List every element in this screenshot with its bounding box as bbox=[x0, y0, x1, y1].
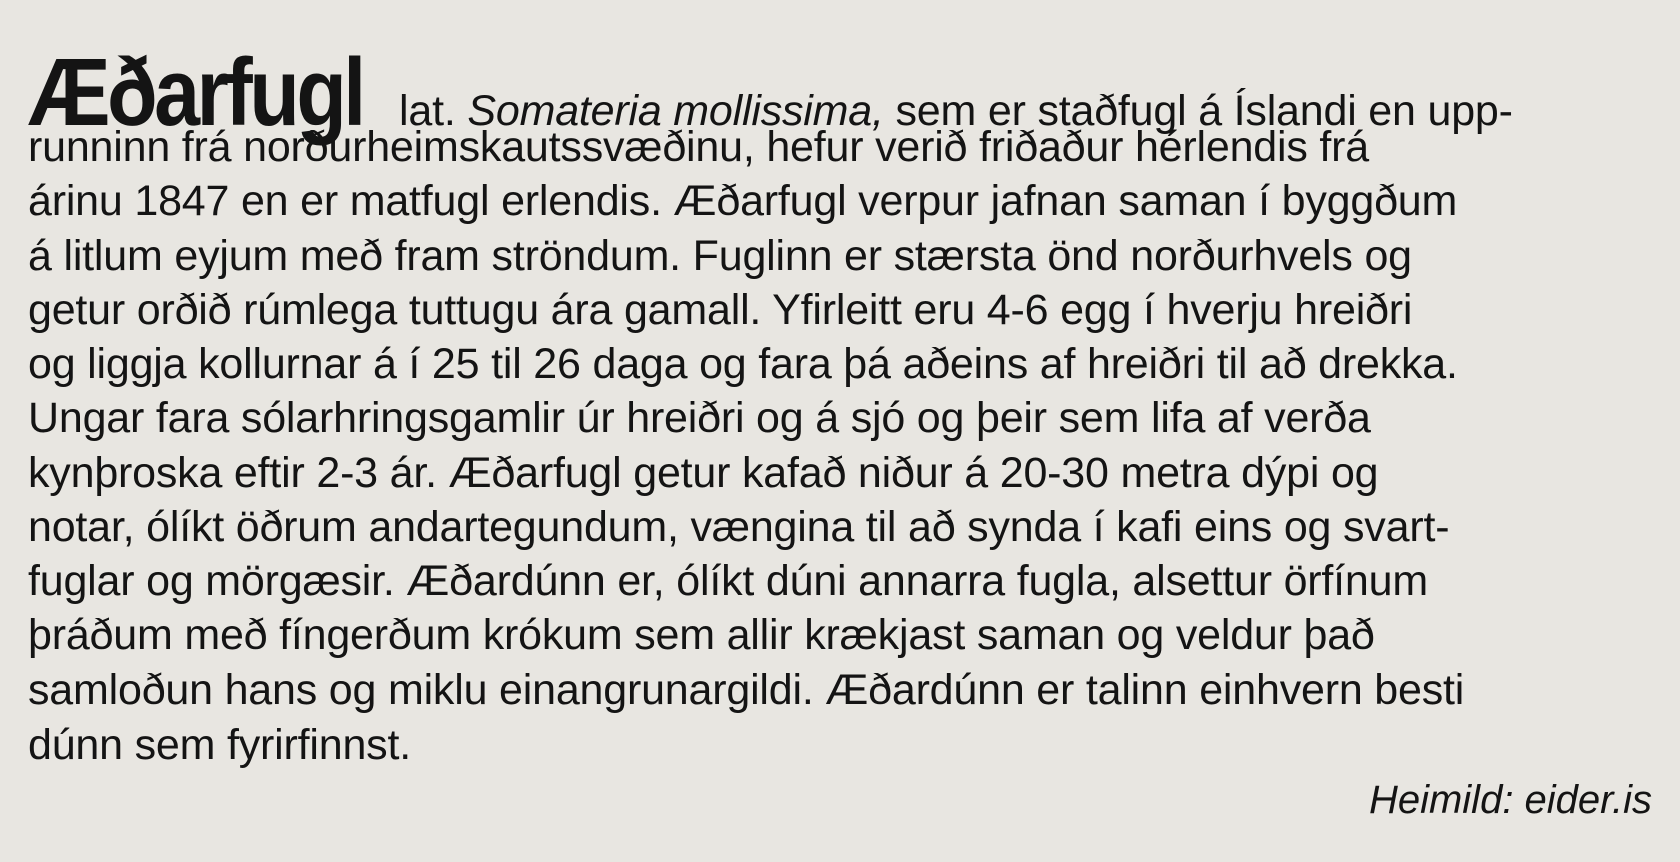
line-1-segment-3: sem er staðfugl á Íslandi en upp- bbox=[883, 87, 1513, 135]
text-line-6: og liggja kollurnar á í 25 til 26 daga og fara þá aðeins af hreiðri til að drekka. bbox=[28, 340, 1458, 388]
scientific-name: Somateria mollissima, bbox=[467, 87, 884, 135]
text-line-1 bbox=[28, 39, 1513, 146]
text-line-12: samloðun hans og miklu einangrunargildi. Æðardúnn er talinn einhvern besti bbox=[28, 666, 1465, 714]
text-line-4: á litlum eyjum með fram ströndum. Fuglinn er stærsta önd norðurhvels og bbox=[28, 232, 1412, 280]
text-line-13: dúnn sem fyrirfinnst. bbox=[28, 721, 411, 769]
text-line-7: Ungar fara sólarhringsgamlir úr hreiðri og á sjó og þeir sem lifa af verða bbox=[28, 394, 1371, 442]
text-line-11: þráðum með fíngerðum krókum sem allir krækjast saman og veldur það bbox=[28, 611, 1375, 659]
line-1-segment-1: lat. bbox=[387, 87, 468, 135]
text-line-2: runninn frá norðurheimskautssvæðinu, hefur verið friðaður hérlendis frá bbox=[28, 123, 1369, 171]
text-line-9: notar, ólíkt öðrum andartegundum, vængina til að synda í kafi eins og svart- bbox=[28, 503, 1450, 551]
article-panel bbox=[28, 30, 1652, 830]
text-line-8: kynþroska eftir 2-3 ár. Æðarfugl getur kafað niður á 20-30 metra dýpi og bbox=[28, 449, 1379, 497]
article-title: Æðarfugl bbox=[28, 39, 363, 146]
text-line-5: getur orðið rúmlega tuttugu ára gamall. Yfirleitt eru 4-6 egg í hverju hreiðri bbox=[28, 286, 1413, 334]
text-line-3: árinu 1847 en er matfugl erlendis. Æðarfugl verpur jafnan saman í byggðum bbox=[28, 177, 1458, 225]
source-credit: Heimild: eider.is bbox=[1368, 778, 1652, 822]
text-line-10: fuglar og mörgæsir. Æðardúnn er, ólíkt dúni annarra fugla, alsettur örfínum bbox=[28, 557, 1428, 605]
